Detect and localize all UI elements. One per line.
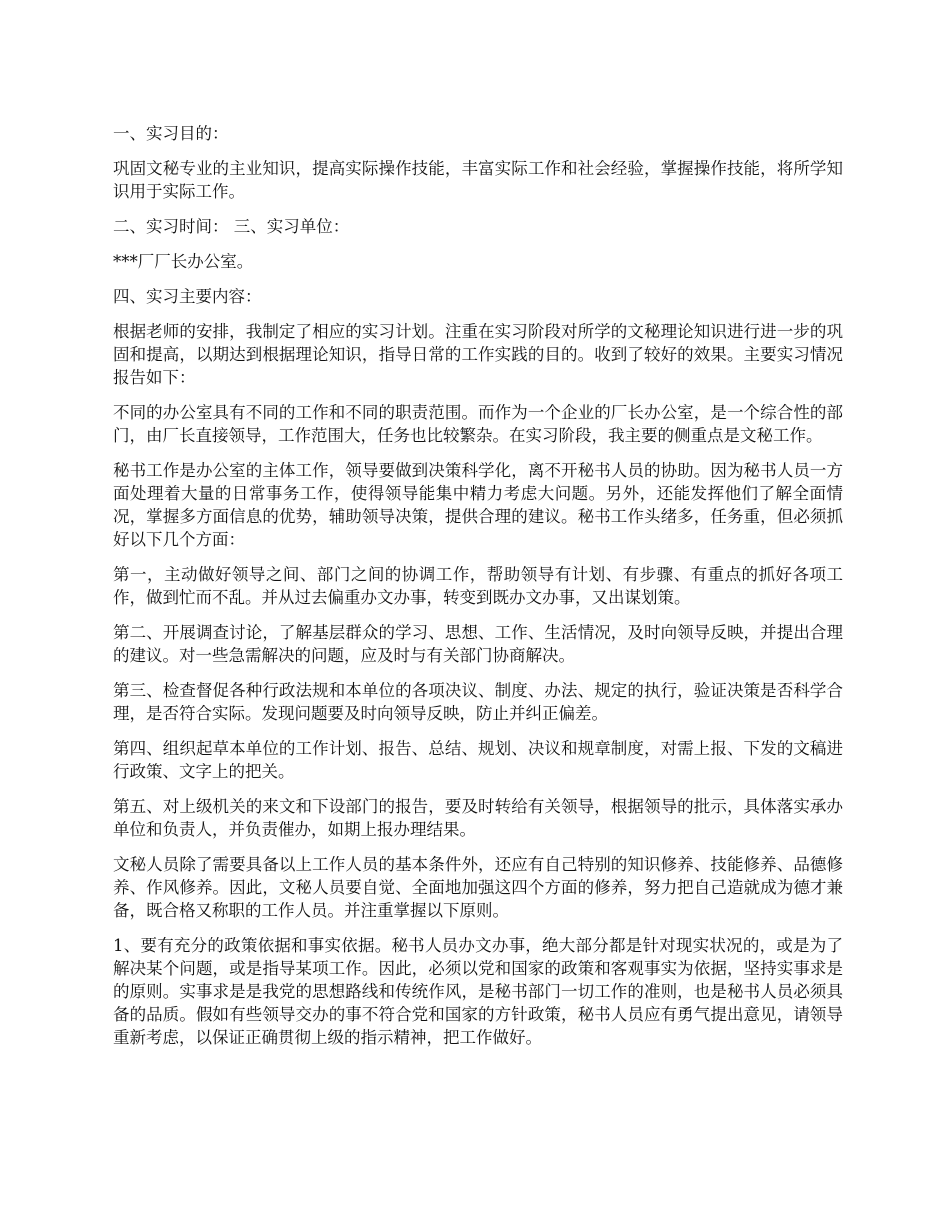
paragraph-item-2: 第二、开展调查讨论，了解基层群众的学习、思想、工作、生活情况，及时向领导反映，并提出合理的建议。对一些急需解决的问题，应及时与有关部门协商解决。	[113, 623, 843, 665]
heading-main-content: 四、实习主要内容：	[113, 287, 262, 306]
paragraph-purpose: 巩固文秘专业的主业知识，提高实际操作技能，丰富实际工作和社会经验，掌握操作技能，将所学知识用于实际工作。	[113, 159, 843, 201]
paragraph-unit: ***厂厂长办公室。	[113, 252, 254, 271]
paragraph-item-4: 第四、组织起草本单位的工作计划、报告、总结、规划、决议和规章制度，对需上报、下发的文稿进行政策、文字上的把关。	[113, 739, 843, 781]
document-body	[113, 122, 843, 1061]
paragraph-item-3: 第三、检查督促各种行政法规和本单位的各项决议、制度、办法、规定的执行，验证决策是否科学合理，是否符合实际。发现问题要及时向领导反映，防止并纠正偏差。	[113, 681, 843, 723]
paragraph-office: 不同的办公室具有不同的工作和不同的职责范围。而作为一个企业的厂长办公室，是一个综合性的部门，由厂长直接领导，工作范围大，任务也比较繁杂。在实习阶段，我主要的侧重点是文秘工作。	[113, 403, 843, 445]
paragraph-plan: 根据老师的安排，我制定了相应的实习计划。注重在实习阶段对所学的文秘理论知识进行进一步的巩固和提高，以期达到根据理论知识，指导日常的工作实践的目的。收到了较好的效果。主要实习情况报告如下：	[113, 322, 843, 387]
paragraph-principle-1: 1、要有充分的政策依据和事实依据。秘书人员办文办事，绝大部分都是针对现实状况的，或是为了解决某个问题，或是指导某项工作。因此，必须以党和国家的政策和客观事实为依据，坚持实事求是的原则。实事求是是我党的思想路线和传统作风，是秘书部门一切工作的准则，也是秘书人员必须具备的品质。假如有些领导交办的事不符合党和国家的方针政策，秘书人员应有勇气提出意见，请领导重新考虑，以保证正确贯彻上级的指示精神，把工作做好。	[113, 936, 843, 1047]
paragraph-cultivation: 文秘人员除了需要具备以上工作人员的基本条件外，还应有自己特别的知识修养、技能修养、品德修养、作风修养。因此，文秘人员要自觉、全面地加强这四个方面的修养，努力把自己造就成为德才兼备，既合格又称职的工作人员。并注重掌握以下原则。	[113, 855, 843, 920]
paragraph-item-5: 第五、对上级机关的来文和下设部门的报告，要及时转给有关领导，根据领导的批示，具体落实承办单位和负责人，并负责催办，如期上报办理结果。	[113, 797, 843, 839]
heading-purpose: 一、实习目的：	[113, 124, 229, 143]
paragraph-secretary-work: 秘书工作是办公室的主体工作，领导要做到决策科学化，离不开秘书人员的协助。因为秘书人员一方面处理着大量的日常事务工作，使得领导能集中精力考虑大问题。另外，还能发挥他们了解全面情况，掌握多方面信息的优势，辅助领导决策，提供合理的建议。秘书工作头绪多，任务重，但必须抓好以下几个方面：	[113, 461, 843, 549]
heading-time-unit: 二、实习时间： 三、实习单位：	[113, 217, 350, 236]
paragraph-item-1: 第一，主动做好领导之间、部门之间的协调工作，帮助领导有计划、有步骤、有重点的抓好各项工作，做到忙而不乱。并从过去偏重办文办事，转变到既办文办事，又出谋划策。	[113, 565, 843, 607]
